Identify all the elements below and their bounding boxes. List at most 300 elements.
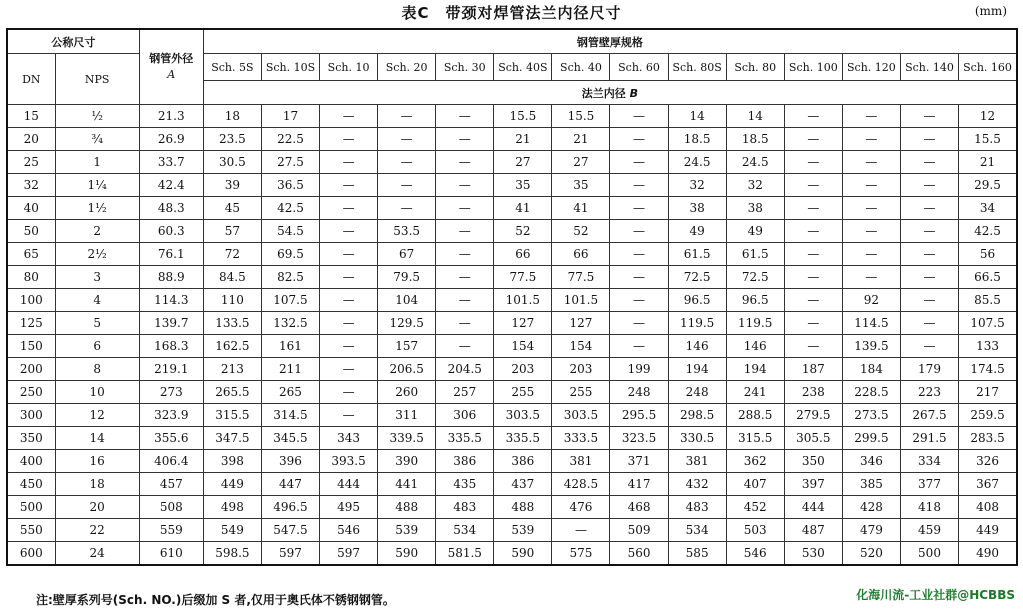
bore-cell: — — [610, 266, 668, 289]
bore-cell: 146 — [668, 335, 726, 358]
bore-cell: — — [378, 105, 436, 128]
bore-cell: — — [610, 174, 668, 197]
nps-cell: 1½ — [55, 197, 139, 220]
bore-cell: 381 — [668, 450, 726, 473]
bore-cell: 417 — [610, 473, 668, 496]
od-cell: 457 — [139, 473, 203, 496]
nps-cell: 2 — [55, 220, 139, 243]
bore-cell: 18.5 — [726, 128, 784, 151]
bore-cell: — — [610, 335, 668, 358]
bore-cell: 96.5 — [726, 289, 784, 312]
bore-cell: 203 — [552, 358, 610, 381]
bore-cell: 49 — [726, 220, 784, 243]
bore-cell: — — [900, 312, 958, 335]
bore-cell: 314.5 — [261, 404, 319, 427]
bore-cell: 326 — [959, 450, 1017, 473]
od-cell: 355.6 — [139, 427, 203, 450]
bore-cell: 133.5 — [203, 312, 261, 335]
bore-cell: 69.5 — [261, 243, 319, 266]
bore-cell: — — [900, 151, 958, 174]
bore-cell: 104 — [378, 289, 436, 312]
table-row — [7, 266, 1017, 289]
bore-cell: 459 — [900, 519, 958, 542]
bore-cell: 267.5 — [900, 404, 958, 427]
bore-cell: 24.5 — [726, 151, 784, 174]
schedule-header: Sch. 30 — [436, 54, 494, 81]
od-cell: 219.1 — [139, 358, 203, 381]
od-cell: 559 — [139, 519, 203, 542]
bore-cell: 291.5 — [900, 427, 958, 450]
dn-cell: 32 — [7, 174, 55, 197]
bore-cell: 38 — [726, 197, 784, 220]
bore-cell: — — [436, 266, 494, 289]
table-row — [7, 105, 1017, 128]
bore-cell: — — [320, 289, 378, 312]
bore-cell: 96.5 — [668, 289, 726, 312]
pipe-od-symbol: A — [167, 68, 176, 81]
nps-cell: 5 — [55, 312, 139, 335]
bore-cell: — — [900, 289, 958, 312]
bore-cell: 206.5 — [378, 358, 436, 381]
bore-cell: 362 — [726, 450, 784, 473]
bore-cell: — — [842, 266, 900, 289]
dn-cell: 50 — [7, 220, 55, 243]
bore-cell: 575 — [552, 542, 610, 566]
bore-cell: — — [784, 197, 842, 220]
bore-cell: 17 — [261, 105, 319, 128]
od-cell: 406.4 — [139, 450, 203, 473]
bore-cell: 479 — [842, 519, 900, 542]
bore-cell: 447 — [261, 473, 319, 496]
bore-cell: 204.5 — [436, 358, 494, 381]
bore-cell: 385 — [842, 473, 900, 496]
bore-cell: 42.5 — [959, 220, 1017, 243]
bore-cell: 386 — [436, 450, 494, 473]
bore-cell: — — [436, 174, 494, 197]
nps-cell: 10 — [55, 381, 139, 404]
bore-cell: — — [378, 197, 436, 220]
bore-cell: 32 — [668, 174, 726, 197]
dn-cell: 250 — [7, 381, 55, 404]
bore-cell: 36.5 — [261, 174, 319, 197]
bore-cell: — — [320, 197, 378, 220]
nps-cell: 6 — [55, 335, 139, 358]
bore-cell: 323.5 — [610, 427, 668, 450]
bore-cell: 56 — [959, 243, 1017, 266]
schedule-header: Sch. 120 — [842, 54, 900, 81]
bore-cell: 42.5 — [261, 197, 319, 220]
bore-cell: 217 — [959, 381, 1017, 404]
od-cell: 33.7 — [139, 151, 203, 174]
bore-cell: 488 — [494, 496, 552, 519]
bore-cell: 260 — [378, 381, 436, 404]
bore-cell: 345.5 — [261, 427, 319, 450]
od-cell: 114.3 — [139, 289, 203, 312]
bore-cell: — — [610, 312, 668, 335]
bore-cell: — — [610, 289, 668, 312]
bore-cell: 476 — [552, 496, 610, 519]
table-row — [7, 220, 1017, 243]
bore-cell: 483 — [668, 496, 726, 519]
bore-cell: — — [320, 151, 378, 174]
bore-cell: 53.5 — [378, 220, 436, 243]
nps-cell: 4 — [55, 289, 139, 312]
bore-cell: — — [320, 128, 378, 151]
bore-cell: 213 — [203, 358, 261, 381]
table-body — [7, 105, 1017, 566]
bore-cell: 449 — [959, 519, 1017, 542]
wall-schedule-header: 钢管壁厚规格 — [203, 29, 1017, 54]
bore-cell: 49 — [668, 220, 726, 243]
bore-cell: — — [842, 151, 900, 174]
bore-cell: 21 — [494, 128, 552, 151]
table-row — [7, 243, 1017, 266]
bore-cell: 590 — [378, 542, 436, 566]
bore-cell: 84.5 — [203, 266, 261, 289]
bore-cell: — — [784, 220, 842, 243]
bore-cell: 27 — [552, 151, 610, 174]
schedule-header: Sch. 140 — [900, 54, 958, 81]
table-row — [7, 381, 1017, 404]
bore-cell: 223 — [900, 381, 958, 404]
bore-cell: 179 — [900, 358, 958, 381]
bore-cell: 444 — [320, 473, 378, 496]
bore-cell: 211 — [261, 358, 319, 381]
bore-cell: 107.5 — [261, 289, 319, 312]
bore-cell: 132.5 — [261, 312, 319, 335]
bore-cell: — — [436, 128, 494, 151]
bore-cell: 248 — [668, 381, 726, 404]
bore-cell: — — [610, 197, 668, 220]
bore-cell: 500 — [900, 542, 958, 566]
bore-cell: 52 — [552, 220, 610, 243]
table-row — [7, 289, 1017, 312]
table-row — [7, 519, 1017, 542]
bore-cell: 347.5 — [203, 427, 261, 450]
bore-cell: 273.5 — [842, 404, 900, 427]
table-row — [7, 312, 1017, 335]
bore-cell: — — [610, 128, 668, 151]
bore-cell: 154 — [552, 335, 610, 358]
bore-cell: 24.5 — [668, 151, 726, 174]
flange-bore-label: 法兰内径 — [581, 86, 626, 100]
bore-cell: 238 — [784, 381, 842, 404]
bore-cell: 495 — [320, 496, 378, 519]
bore-cell: 335.5 — [494, 427, 552, 450]
bore-cell: — — [784, 335, 842, 358]
bore-cell: 428 — [842, 496, 900, 519]
bore-cell: 161 — [261, 335, 319, 358]
bore-cell: — — [842, 174, 900, 197]
bore-cell: 279.5 — [784, 404, 842, 427]
bore-cell: 146 — [726, 335, 784, 358]
nps-cell: 8 — [55, 358, 139, 381]
od-cell: 508 — [139, 496, 203, 519]
table-title: 表C 带颈对焊管法兰内径尺寸 — [401, 4, 622, 22]
bore-cell: 418 — [900, 496, 958, 519]
bore-cell: 530 — [784, 542, 842, 566]
nps-cell: 1 — [55, 151, 139, 174]
bore-cell: 187 — [784, 358, 842, 381]
bore-cell: 483 — [436, 496, 494, 519]
bore-cell: 35 — [552, 174, 610, 197]
schedule-header: Sch. 10 — [320, 54, 378, 81]
nps-cell: 16 — [55, 450, 139, 473]
schedule-header: Sch. 5S — [203, 54, 261, 81]
bore-cell: 520 — [842, 542, 900, 566]
od-cell: 168.3 — [139, 335, 203, 358]
dn-cell: 40 — [7, 197, 55, 220]
bore-cell: — — [320, 404, 378, 427]
schedule-header: Sch. 60 — [610, 54, 668, 81]
bore-cell: 343 — [320, 427, 378, 450]
bore-cell: 92 — [842, 289, 900, 312]
bore-cell: 110 — [203, 289, 261, 312]
bore-cell: 396 — [261, 450, 319, 473]
bore-cell: 184 — [842, 358, 900, 381]
bore-cell: 14 — [668, 105, 726, 128]
bore-cell: 283.5 — [959, 427, 1017, 450]
bore-cell: 41 — [552, 197, 610, 220]
dn-cell: 150 — [7, 335, 55, 358]
od-cell: 610 — [139, 542, 203, 566]
bore-cell: 54.5 — [261, 220, 319, 243]
bore-cell: 34 — [959, 197, 1017, 220]
bore-cell: — — [784, 128, 842, 151]
flange-bore-table-container — [6, 28, 1018, 566]
bore-cell: 66.5 — [959, 266, 1017, 289]
bore-cell: 265 — [261, 381, 319, 404]
bore-cell: — — [610, 151, 668, 174]
bore-cell: 23.5 — [203, 128, 261, 151]
dn-cell: 200 — [7, 358, 55, 381]
bore-cell: — — [842, 105, 900, 128]
table-row — [7, 404, 1017, 427]
bore-cell: — — [900, 128, 958, 151]
bore-cell: 162.5 — [203, 335, 261, 358]
bore-cell: 503 — [726, 519, 784, 542]
bore-cell: 444 — [784, 496, 842, 519]
schedule-header: Sch. 100 — [784, 54, 842, 81]
bore-cell: — — [784, 266, 842, 289]
bore-cell: 194 — [726, 358, 784, 381]
bore-cell: 119.5 — [726, 312, 784, 335]
bore-cell: 61.5 — [668, 243, 726, 266]
bore-cell: — — [436, 243, 494, 266]
bore-cell: — — [784, 312, 842, 335]
bore-cell: 15.5 — [959, 128, 1017, 151]
bore-cell: 546 — [320, 519, 378, 542]
dn-cell: 20 — [7, 128, 55, 151]
table-row — [7, 197, 1017, 220]
bore-cell: — — [378, 151, 436, 174]
nps-header: NPS — [55, 54, 139, 105]
bore-cell: 101.5 — [552, 289, 610, 312]
bore-cell: — — [900, 197, 958, 220]
od-cell: 26.9 — [139, 128, 203, 151]
od-cell: 88.9 — [139, 266, 203, 289]
bore-cell: 585 — [668, 542, 726, 566]
bore-cell: 306 — [436, 404, 494, 427]
bore-cell: 174.5 — [959, 358, 1017, 381]
dn-header: DN — [7, 54, 55, 105]
bore-cell: — — [610, 243, 668, 266]
bore-cell: 311 — [378, 404, 436, 427]
bore-cell: 441 — [378, 473, 436, 496]
bore-cell: 534 — [436, 519, 494, 542]
bore-cell: — — [784, 151, 842, 174]
bore-cell: 581.5 — [436, 542, 494, 566]
bore-cell: 371 — [610, 450, 668, 473]
bore-cell: 52 — [494, 220, 552, 243]
bore-cell: — — [784, 105, 842, 128]
bore-cell: — — [436, 312, 494, 335]
bore-cell: — — [320, 243, 378, 266]
bore-cell: 265.5 — [203, 381, 261, 404]
nps-cell: 18 — [55, 473, 139, 496]
bore-cell: 114.5 — [842, 312, 900, 335]
bore-cell: 299.5 — [842, 427, 900, 450]
bore-cell: 487 — [784, 519, 842, 542]
dn-cell: 600 — [7, 542, 55, 566]
dn-cell: 25 — [7, 151, 55, 174]
bore-cell: 393.5 — [320, 450, 378, 473]
bore-cell: 346 — [842, 450, 900, 473]
schedule-header: Sch. 40S — [494, 54, 552, 81]
bore-cell: 468 — [610, 496, 668, 519]
bore-cell: 15.5 — [494, 105, 552, 128]
od-cell: 273 — [139, 381, 203, 404]
bore-cell: — — [842, 243, 900, 266]
bore-cell: — — [436, 335, 494, 358]
bore-cell: 139.5 — [842, 335, 900, 358]
bore-cell: — — [552, 519, 610, 542]
od-cell: 76.1 — [139, 243, 203, 266]
bore-cell: 79.5 — [378, 266, 436, 289]
bore-cell: 77.5 — [552, 266, 610, 289]
bore-cell: 12 — [959, 105, 1017, 128]
bore-cell: 315.5 — [726, 427, 784, 450]
bore-cell: 490 — [959, 542, 1017, 566]
bore-cell: 35 — [494, 174, 552, 197]
bore-cell: 350 — [784, 450, 842, 473]
bore-cell: — — [320, 358, 378, 381]
bore-cell: 27 — [494, 151, 552, 174]
dn-cell: 350 — [7, 427, 55, 450]
bore-cell: — — [436, 289, 494, 312]
dn-cell: 450 — [7, 473, 55, 496]
bore-cell: 303.5 — [552, 404, 610, 427]
bore-cell: — — [900, 174, 958, 197]
bore-cell: — — [842, 220, 900, 243]
nps-cell: 22 — [55, 519, 139, 542]
schedule-header: Sch. 40 — [552, 54, 610, 81]
bore-cell: 335.5 — [436, 427, 494, 450]
bore-cell: 157 — [378, 335, 436, 358]
table-row — [7, 542, 1017, 566]
bore-cell: 66 — [552, 243, 610, 266]
bore-cell: 452 — [726, 496, 784, 519]
dn-cell: 400 — [7, 450, 55, 473]
bore-cell: 61.5 — [726, 243, 784, 266]
bore-cell: 333.5 — [552, 427, 610, 450]
bore-cell: 85.5 — [959, 289, 1017, 312]
bore-cell: — — [378, 174, 436, 197]
bore-cell: 397 — [784, 473, 842, 496]
flange-bore-header — [203, 81, 1017, 105]
od-cell: 21.3 — [139, 105, 203, 128]
dn-cell: 100 — [7, 289, 55, 312]
dn-cell: 80 — [7, 266, 55, 289]
bore-cell: — — [320, 266, 378, 289]
bore-cell: — — [378, 128, 436, 151]
bore-cell: 432 — [668, 473, 726, 496]
bore-cell: 21 — [552, 128, 610, 151]
bore-cell: 449 — [203, 473, 261, 496]
bore-cell: — — [320, 381, 378, 404]
bore-cell: 18 — [203, 105, 261, 128]
bore-cell: — — [900, 335, 958, 358]
nps-cell: 12 — [55, 404, 139, 427]
bore-cell: 72.5 — [668, 266, 726, 289]
bore-cell: — — [320, 105, 378, 128]
bore-cell: 367 — [959, 473, 1017, 496]
bore-cell: 597 — [320, 542, 378, 566]
bore-cell: 288.5 — [726, 404, 784, 427]
nps-cell: 3 — [55, 266, 139, 289]
bore-cell: 428.5 — [552, 473, 610, 496]
schedule-header: Sch. 160 — [959, 54, 1017, 81]
table-row — [7, 473, 1017, 496]
bore-cell: — — [320, 312, 378, 335]
bore-cell: 534 — [668, 519, 726, 542]
bore-cell: 77.5 — [494, 266, 552, 289]
bore-cell: 549 — [203, 519, 261, 542]
bore-cell: 330.5 — [668, 427, 726, 450]
od-cell: 323.9 — [139, 404, 203, 427]
pipe-od-header — [139, 29, 203, 105]
bore-cell: 334 — [900, 450, 958, 473]
bore-cell: — — [784, 289, 842, 312]
bore-cell: 241 — [726, 381, 784, 404]
table-row — [7, 335, 1017, 358]
table-row — [7, 358, 1017, 381]
bore-cell: — — [436, 220, 494, 243]
bore-cell: 295.5 — [610, 404, 668, 427]
table-row — [7, 450, 1017, 473]
bore-cell: 14 — [726, 105, 784, 128]
bore-cell: 27.5 — [261, 151, 319, 174]
bore-cell: 509 — [610, 519, 668, 542]
bore-cell: 45 — [203, 197, 261, 220]
dn-cell: 15 — [7, 105, 55, 128]
bore-cell: 72.5 — [726, 266, 784, 289]
bore-cell: — — [610, 220, 668, 243]
bore-cell: 248 — [610, 381, 668, 404]
footnote: 注:壁厚系列号(Sch. NO.)后缀加 S 者,仅用于奥氏体不锈钢钢管。 — [36, 593, 395, 607]
bore-cell: — — [784, 243, 842, 266]
schedule-header: Sch. 80S — [668, 54, 726, 81]
schedule-header: Sch. 10S — [261, 54, 319, 81]
bore-cell: 107.5 — [959, 312, 1017, 335]
bore-cell: — — [610, 105, 668, 128]
bore-cell: 38 — [668, 197, 726, 220]
pipe-od-label: 钢管外径 — [149, 52, 194, 65]
table-row — [7, 174, 1017, 197]
bore-cell: 496.5 — [261, 496, 319, 519]
bore-cell: 257 — [436, 381, 494, 404]
bore-cell: 303.5 — [494, 404, 552, 427]
